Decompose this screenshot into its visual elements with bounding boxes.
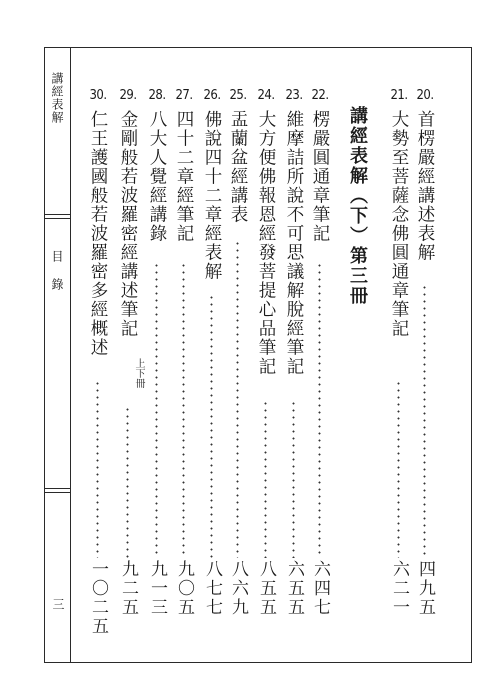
leader-dots: [210, 294, 213, 558]
entry-title: 首楞嚴經講述表解: [415, 110, 435, 262]
leader-dots: [96, 380, 99, 558]
margin-page-number: 三: [51, 598, 65, 610]
leader-dots: [292, 400, 295, 558]
leader-dots: [236, 240, 239, 558]
entry-number: 25.: [229, 88, 247, 103]
entry-page: 四九五: [415, 560, 435, 617]
entry-page: 一〇二五: [88, 560, 108, 636]
toc-entry: [174, 88, 194, 628]
margin-rule: [44, 214, 70, 215]
leader-dots: [126, 406, 129, 558]
entry-title: 楞嚴圓通章筆記: [310, 110, 330, 243]
entry-page: 八六九: [228, 560, 248, 617]
entry-page: 九二五: [118, 560, 138, 617]
margin-section-label: 目錄: [50, 250, 64, 306]
entry-page: 六五五: [284, 560, 304, 617]
entry-number: 20.: [416, 88, 434, 103]
entry-volume-note: 上下冊: [133, 358, 144, 388]
margin-book-title: 講經表解: [50, 72, 64, 124]
entry-page: 六四七: [310, 560, 330, 617]
margin-rule: [44, 218, 70, 219]
entry-title: 大方便佛報恩經發菩提心品筆記: [256, 110, 276, 376]
entry-title: 金剛般若波羅密經講述筆記: [118, 110, 138, 338]
entry-number: 30.: [89, 88, 107, 103]
entry-number: 28.: [148, 88, 166, 103]
leader-dots: [155, 262, 158, 558]
toc-entry: [88, 88, 108, 636]
entry-title: 四十二章經筆記: [174, 110, 194, 243]
toc-entry: [310, 88, 330, 628]
entry-title: 八大人覺經講錄: [147, 110, 167, 243]
leader-dots: [182, 262, 185, 558]
entry-number: 26.: [203, 88, 221, 103]
entry-number: 27.: [175, 88, 193, 103]
entry-number: 22.: [311, 88, 329, 103]
toc-entry: [228, 88, 248, 628]
entry-page: 八七七: [202, 560, 222, 617]
toc-entry: [147, 88, 167, 628]
leader-dots: [423, 284, 426, 558]
toc-entry: [202, 88, 222, 628]
toc-entry: [415, 88, 435, 628]
entry-title: 佛說四十二章經表解: [202, 110, 222, 281]
entry-number: 29.: [119, 88, 137, 103]
entry-page: 九〇五: [174, 560, 194, 617]
leader-dots: [318, 262, 321, 558]
margin-divider: [70, 47, 71, 663]
entry-title: 大勢至菩薩念佛圓通章筆記: [389, 110, 409, 338]
leader-dots: [397, 380, 400, 558]
entry-title: 盂蘭盆經講表: [228, 110, 248, 224]
volume-heading: 講經表解（下）第三冊: [347, 106, 368, 306]
entry-number: 24.: [257, 88, 275, 103]
entry-page: 六二一: [389, 560, 409, 617]
margin-rule: [44, 488, 70, 489]
margin-rule: [44, 492, 70, 493]
entry-number: 23.: [285, 88, 303, 103]
entry-number: 21.: [390, 88, 408, 103]
entry-page: 八五五: [256, 560, 276, 617]
entry-title: 維摩詰所說不可思議解脫經筆記: [284, 110, 304, 376]
toc-entry: [284, 88, 304, 628]
toc-entry: [118, 88, 144, 628]
toc-entry: [256, 88, 276, 628]
entry-page: 九一三: [147, 560, 167, 617]
leader-dots: [264, 400, 267, 558]
toc-entry: [389, 88, 409, 628]
entry-title: 仁王護國般若波羅密多經概述: [88, 110, 108, 357]
